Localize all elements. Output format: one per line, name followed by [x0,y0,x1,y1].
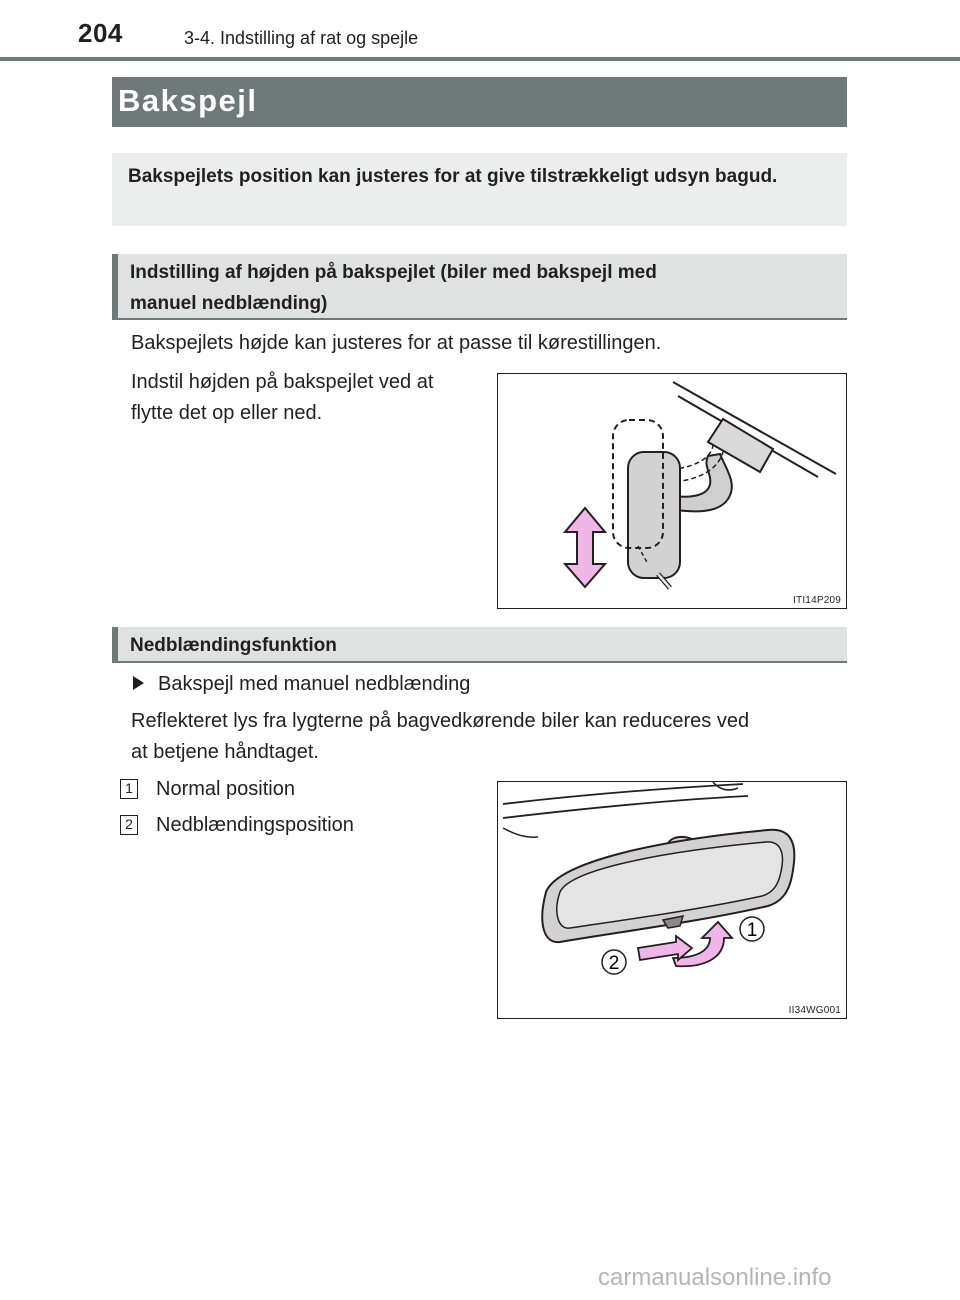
page-title: Bakspejl [112,77,847,127]
callout-1: 1 [746,920,758,941]
section-heading-antiglare: Nedblændingsfunktion [112,627,847,663]
header-rule [0,57,960,61]
item-label: Normal position [156,778,295,800]
figure-mirror-height [497,373,847,609]
antiglare-line1: Reflekteret lys fra lygterne på bagvedkørende biler kan reduceres ved [131,710,750,732]
bullet-triangle-icon [133,676,144,690]
antiglare-line2: at betjene håndtaget. [131,741,319,763]
curved-arrow-icon [638,936,692,960]
bullet-item [133,669,470,700]
running-header: 3-4. Indstilling af rat og spejle [184,28,419,48]
instruction-line1: Indstil højden på bakspejlet ved at [131,371,434,393]
height-adjust-instruction [131,367,433,429]
item-number-box: 2 [120,815,138,835]
instruction-line2: flytte det op eller ned. [131,402,323,424]
section-heading-height-adjust [112,254,847,320]
up-down-arrow-icon [565,508,605,587]
page-number: 204 [78,18,123,48]
antiglare-lever-illustration [498,782,847,1019]
figure-antiglare-lever [497,781,847,1019]
section-heading-line2: manuel nedblænding) [130,293,328,314]
callout-2: 2 [608,953,620,974]
intro-box: Bakspejlets position kan justeres for at give tilstrækkeligt udsyn bagud. [112,153,847,226]
figure-code: ITI14P209 [793,595,841,606]
figure-code: II34WG001 [788,1005,841,1016]
mirror-height-illustration [498,374,847,609]
bullet-text: Bakspejl med manuel nedblænding [158,673,471,695]
height-adjust-paragraph: Bakspejlets højde kan justeres for at passe til kørestillingen. [131,332,662,354]
watermark: carmanualsonline.info [598,1264,832,1291]
section-heading-line1: Indstilling af højden på bakspejlet (biler med bakspejl med [130,262,657,283]
antiglare-paragraph [131,706,749,768]
item-label: Nedblændingsposition [156,814,354,836]
item-number-box: 1 [120,779,138,799]
